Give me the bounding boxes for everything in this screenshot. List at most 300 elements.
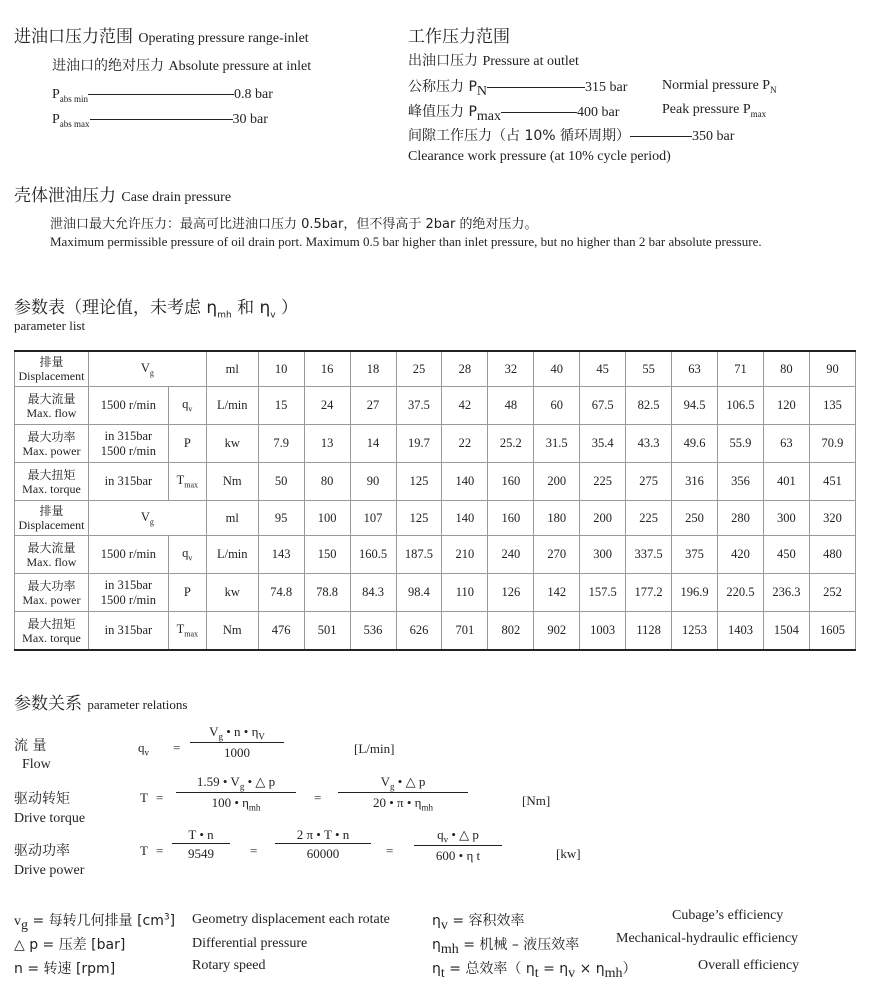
table-cell: 31.5 [534,425,580,463]
parameter-table-body [15,351,856,650]
table-cell: 107 [350,501,396,536]
legend-etat-zh: = 总效率（ η [444,961,535,977]
params-title-zh: 参数表（理论值，未考虑 η [14,298,218,318]
peak-en-sub: max [750,108,767,119]
table-cell: 157.5 [580,574,626,612]
legend-etat-sym: η [432,961,441,977]
row-label-flow-zh: 最大流量 [27,540,76,555]
disp-symbol [88,501,206,536]
power-cond-1: in 315bar [104,577,153,592]
pmin-sub: abs min [59,93,89,104]
torque-den2-sub: mh [421,802,433,813]
legend-etamh-en: Mechanical-hydraulic efficiency [616,931,799,946]
pmin-label: P [52,87,60,102]
table-cell: 7.9 [258,425,304,463]
params-title-sub2: v [270,310,276,321]
gap-value: 350 bar [692,129,735,144]
flow-num-rest: • n • η [222,724,259,739]
power-fraction-1 [172,827,230,862]
power-cond-2: 1500 r/min [100,592,156,607]
torque-unit: Nm [206,612,258,651]
legend-etav-sub: v [440,917,448,933]
table-cell: 110 [442,574,488,612]
case-desc-zh: 泄油口最大允许压力：最高可比进油口压力 0.5bar，但不得高于 2bar 的绝对压力。 [50,217,538,232]
power-unit: kw [206,574,258,612]
table-cell: 236.3 [763,574,809,612]
power-symbol-text: P [183,436,191,450]
pmax-leader [90,119,233,120]
flow-label-en: Flow [22,757,51,772]
table-cell: 420 [718,536,764,574]
legend-vg-sup: 3 [163,912,170,923]
table-cell: 28 [442,351,488,387]
disp-symbol-text: V [140,360,150,375]
table-row-power-0 [15,425,856,463]
table-cell: 25.2 [488,425,534,463]
peak-value: 400 bar [577,105,620,120]
legend-etat-end: ） [622,961,637,977]
table-cell: 22 [442,425,488,463]
inlet-sub-en: Absolute pressure at inlet [168,59,312,74]
flow-label-zh: 流 量 [14,738,47,754]
flow-fraction [190,724,284,761]
flow-unit: L/min [206,536,258,574]
table-cell: 71 [718,351,764,387]
table-cell: 501 [304,612,350,651]
torque-fraction-2 [338,774,468,812]
table-cell: 252 [809,574,855,612]
power-fraction-2 [275,827,371,862]
power-denominator-3: 600 • η t [435,847,481,863]
flow-symbol [168,387,206,425]
flow-symbol-text: q [182,397,189,412]
table-cell: 49.6 [672,425,718,463]
flow-condition: 1500 r/min [88,536,168,574]
nominal-en [662,78,777,95]
table-cell: 140 [442,501,488,536]
power-label-zh: 驱动功率 [14,843,70,859]
torque-num2-rest: • △ p [394,774,426,789]
case-title [14,181,231,206]
flow-condition: 1500 r/min [88,387,168,425]
table-row-disp-0 [15,351,856,387]
power-condition [88,574,168,612]
inlet-pmax [52,112,268,129]
torque-numerator-2 [338,774,468,793]
table-cell: 802 [488,612,534,651]
flow-lhs-sym: q [138,740,145,755]
table-row-power-1 [15,574,856,612]
peak-line [408,101,619,125]
table-cell: 35.4 [580,425,626,463]
pmin-leader [88,94,234,95]
table-cell: 84.3 [350,574,396,612]
flow-num-sub: V [258,731,265,742]
peak-en-text: Peak pressure P [662,102,751,117]
torque-symbol-sub: max [184,480,199,490]
legend-etav-zh: = 容积效率 [447,913,525,929]
table-row-disp-1 [15,501,856,536]
torque-label-en: Drive torque [14,811,86,826]
table-row-flow-1 [15,536,856,574]
power-eq2: = [250,843,258,858]
row-label-disp [15,501,89,536]
row-label-flow-zh: 最大流量 [27,391,76,406]
table-row-flow-0 [15,387,856,425]
outlet-en: Pressure at outlet [482,54,579,69]
flow-unit: [L/min] [354,741,395,756]
flow-symbol-sub: v [188,404,193,414]
table-cell: 140 [442,463,488,501]
torque-eq1: = [156,790,164,805]
legend-etat-mid-sub: v [568,965,576,981]
table-cell: 80 [763,351,809,387]
table-cell: 701 [442,612,488,651]
row-label-torque [15,612,89,651]
table-cell: 210 [442,536,488,574]
table-cell: 1003 [580,612,626,651]
torque-den1-sub: mh [248,802,261,813]
torque-fraction-1 [176,774,296,812]
inlet-subtitle [52,55,311,75]
table-cell: 48 [488,387,534,425]
row-label-power [15,425,89,463]
table-cell: 55.9 [718,425,764,463]
table-cell: 15 [258,387,304,425]
table-cell: 18 [350,351,396,387]
table-cell: 40 [534,351,580,387]
disp-symbol [88,351,206,387]
table-cell: 200 [534,463,580,501]
row-label-torque [15,463,89,501]
flow-num-v: V [209,724,219,739]
table-cell: 275 [626,463,672,501]
table-cell: 480 [809,536,855,574]
inlet-pmin [52,87,273,104]
legend-vg [14,910,175,934]
flow-symbol [168,536,206,574]
disp-unit: ml [206,351,258,387]
table-cell: 70.9 [809,425,855,463]
relations-title-zh: 参数关系 [14,694,82,714]
table-cell: 142 [534,574,580,612]
power-unit: kw [206,425,258,463]
table-cell: 1128 [626,612,672,651]
table-cell: 225 [626,501,672,536]
power-denominator-2: 60000 [306,846,340,861]
legend-vg-en: Geometry displacement each rotate [192,912,390,927]
table-cell: 240 [488,536,534,574]
table-cell: 177.2 [626,574,672,612]
table-cell: 316 [672,463,718,501]
row-label-disp-zh: 排量 [39,504,64,518]
table-cell: 476 [258,612,304,651]
table-cell: 126 [488,574,534,612]
row-label-power-en: Max. power [22,592,81,607]
power-symbol [168,425,206,463]
legend-vg-sub: g [21,917,28,933]
nominal-zh: 公称压力 P [408,79,477,95]
table-cell: 25 [396,351,442,387]
pmax-sub: abs max [59,118,90,129]
legend-vg-sym: v [14,914,21,929]
table-cell: 250 [672,501,718,536]
power-condition [88,425,168,463]
gap-zh: 间隙工作压力（占 10% 循环周期） [408,128,631,144]
params-title-en: parameter list [14,318,86,333]
table-row-torque-0 [15,463,856,501]
power-eq1: = [156,843,164,858]
table-row-torque-1 [15,612,856,651]
disp-symbol-sub: g [149,368,154,378]
table-cell: 63 [672,351,718,387]
torque-num1-g: g [239,781,245,792]
row-label-disp-zh: 排量 [39,355,64,369]
flow-lhs [138,740,149,758]
table-cell: 220.5 [718,574,764,612]
table-cell: 160.5 [350,536,396,574]
row-label-torque-zh: 最大扭矩 [27,467,76,482]
power-symbol [168,574,206,612]
table-cell: 451 [809,463,855,501]
row-label-torque-zh: 最大扭矩 [27,616,76,631]
power-num3-v: v [443,834,449,845]
torque-den1: 100 • η [211,794,249,810]
row-label-power-zh: 最大功率 [27,429,76,444]
table-cell: 225 [580,463,626,501]
table-cell: 160 [488,463,534,501]
inlet-title-zh: 进油口压力范围 [14,27,133,47]
legend-etamh [432,934,579,958]
torque-label-zh: 驱动转矩 [14,791,70,807]
table-cell: 82.5 [626,387,672,425]
row-label-flow [15,387,89,425]
case-desc-en: Maximum permissible pressure of oil drain port. Maximum 0.5 bar higher than inlet pressure, but no higher than 2 bar absolute pressure. [50,234,762,249]
table-cell: 356 [718,463,764,501]
torque-symbol-sub: max [184,629,199,639]
row-label-flow [15,536,89,574]
table-cell: 536 [350,612,396,651]
table-cell: 160 [488,501,534,536]
torque-condition: in 315bar [88,463,168,501]
table-cell: 300 [763,501,809,536]
torque-lhs: T [140,790,148,805]
table-cell: 337.5 [626,536,672,574]
flow-symbol-text: q [182,546,189,561]
table-cell: 90 [809,351,855,387]
table-cell: 100 [304,501,350,536]
table-cell: 10 [258,351,304,387]
params-title [14,293,298,320]
flow-symbol-sub: v [188,553,193,563]
table-cell: 78.8 [304,574,350,612]
gap-line [408,125,734,145]
params-title-sub1: mh [217,310,232,321]
table-cell: 1605 [809,612,855,651]
legend-etamh-zh: = 机械 – 液压效率 [458,937,580,953]
table-cell: 95 [258,501,304,536]
case-title-en: Case drain pressure [121,190,232,205]
table-cell: 37.5 [396,387,442,425]
torque-unit: Nm [206,463,258,501]
peak-zh: 峰值压力 P [408,104,477,120]
power-cond-1: in 315bar [104,428,153,443]
legend-etav [432,910,525,934]
table-cell: 125 [396,501,442,536]
disp-symbol-sub: g [149,517,154,527]
power-symbol-text: P [183,585,191,599]
table-cell: 106.5 [718,387,764,425]
table-cell: 320 [809,501,855,536]
legend-vg-end: ] [169,913,176,929]
flow-unit: L/min [206,387,258,425]
legend-dp-zh: △ p = 压差 [bar] [14,937,126,953]
table-cell: 32 [488,351,534,387]
legend-etamh-sym: η [432,937,441,953]
gap-en: Clearance work pressure (at 10% cycle period) [408,149,671,164]
flow-denominator: 1000 [224,744,250,760]
legend-etat-sub: t [440,965,445,981]
torque-num2-g: g [390,781,395,792]
power-num3-rest: • △ p [448,827,479,842]
table-cell: 13 [304,425,350,463]
table-cell: 902 [534,612,580,651]
gap-leader [630,136,692,137]
table-cell: 125 [396,463,442,501]
pmax-value: 30 bar [232,112,268,127]
table-cell: 450 [763,536,809,574]
power-denominator-1: 9549 [188,846,214,861]
row-label-disp-en: Displacement [18,518,85,532]
torque-symbol-text: T [176,622,185,637]
legend-etat [432,958,637,982]
flow-lhs-sub: v [144,747,149,758]
nominal-line [408,76,627,100]
power-unit: [kw] [556,846,581,861]
table-cell: 150 [304,536,350,574]
peak-leader [501,112,577,113]
table-cell: 143 [258,536,304,574]
power-num3: q [437,827,444,842]
nominal-en-text: Normial pressure P [662,78,771,93]
power-numerator-2: 2 π • T • n [275,827,371,844]
power-eq3: = [386,843,394,858]
table-cell: 43.3 [626,425,672,463]
inlet-title-en: Operating pressure range-inlet [138,31,309,46]
row-label-flow-en: Max. flow [26,405,77,420]
table-cell: 375 [672,536,718,574]
power-numerator-3 [414,827,502,846]
table-cell: 1504 [763,612,809,651]
table-cell: 19.7 [396,425,442,463]
row-label-torque-en: Max. torque [22,630,81,645]
outlet-line [408,50,579,70]
torque-num1-rest: • △ p [244,774,276,789]
flow-numerator [190,724,284,743]
table-cell: 1253 [672,612,718,651]
torque-numerator-1 [176,774,296,793]
table-cell: 98.4 [396,574,442,612]
table-cell: 16 [304,351,350,387]
legend-etat-x-sub: mh [604,965,623,981]
torque-denominator-1 [176,793,296,813]
table-cell: 187.5 [396,536,442,574]
disp-unit: ml [206,501,258,536]
row-label-disp-en: Displacement [18,369,85,383]
nominal-sub: N [476,83,488,99]
table-cell: 626 [396,612,442,651]
outlet-zh: 出油口压力 [408,53,478,69]
parameter-table [14,350,856,651]
torque-num2: V [380,774,391,789]
row-label-torque-en: Max. torque [22,481,81,496]
table-cell: 27 [350,387,396,425]
flow-eq: = [173,740,181,755]
table-cell: 270 [534,536,580,574]
work-title: 工作压力范围 [408,27,510,47]
legend-etat-en: Overall efficiency [698,958,800,973]
table-cell: 14 [350,425,396,463]
legend-etat-zh-sub: t [534,965,539,981]
torque-symbol [168,463,206,501]
table-cell: 401 [763,463,809,501]
flow-num-g: g [218,731,223,742]
params-title-end: ） [275,298,298,318]
row-label-power-zh: 最大功率 [27,578,76,593]
row-label-power [15,574,89,612]
torque-symbol [168,612,206,651]
table-cell: 280 [718,501,764,536]
nominal-leader [487,87,585,88]
table-cell: 196.9 [672,574,718,612]
row-label-disp [15,351,89,387]
peak-sub: max [476,108,502,124]
power-label-en: Drive power [14,863,85,878]
disp-symbol-text: V [140,509,150,524]
table-cell: 94.5 [672,387,718,425]
legend-etat-mid: = η [538,961,569,977]
legend-etav-sym: η [432,913,441,929]
peak-en [662,102,766,119]
legend-dp-en: Differential pressure [192,936,308,951]
torque-unit: [Nm] [522,793,551,808]
legend-etav-en: Cubage’s efficiency [672,908,784,923]
table-cell: 180 [534,501,580,536]
relations-title [14,689,187,714]
table-cell: 55 [626,351,672,387]
table-cell: 45 [580,351,626,387]
legend-vg-zh: = 每转几何排量 [cm [28,913,164,929]
table-cell: 24 [304,387,350,425]
legend-n-zh: n = 转速 [rpm] [14,961,116,977]
relations-title-en: parameter relations [87,697,188,712]
table-cell: 90 [350,463,396,501]
power-numerator-1: T • n [172,827,230,844]
power-lhs: T [140,843,148,858]
table-cell: 80 [304,463,350,501]
nominal-en-sub: N [770,84,777,95]
power-fraction-3 [414,827,502,864]
row-label-flow-en: Max. flow [26,554,77,569]
table-cell: 60 [534,387,580,425]
nominal-value: 315 bar [585,80,628,95]
pmin-value: 0.8 bar [234,87,273,102]
legend-etamh-sub: mh [440,941,459,957]
table-cell: 135 [809,387,855,425]
params-title-and: 和 η [231,298,271,318]
pmax-label: P [52,112,60,127]
torque-eq2: = [314,790,322,805]
